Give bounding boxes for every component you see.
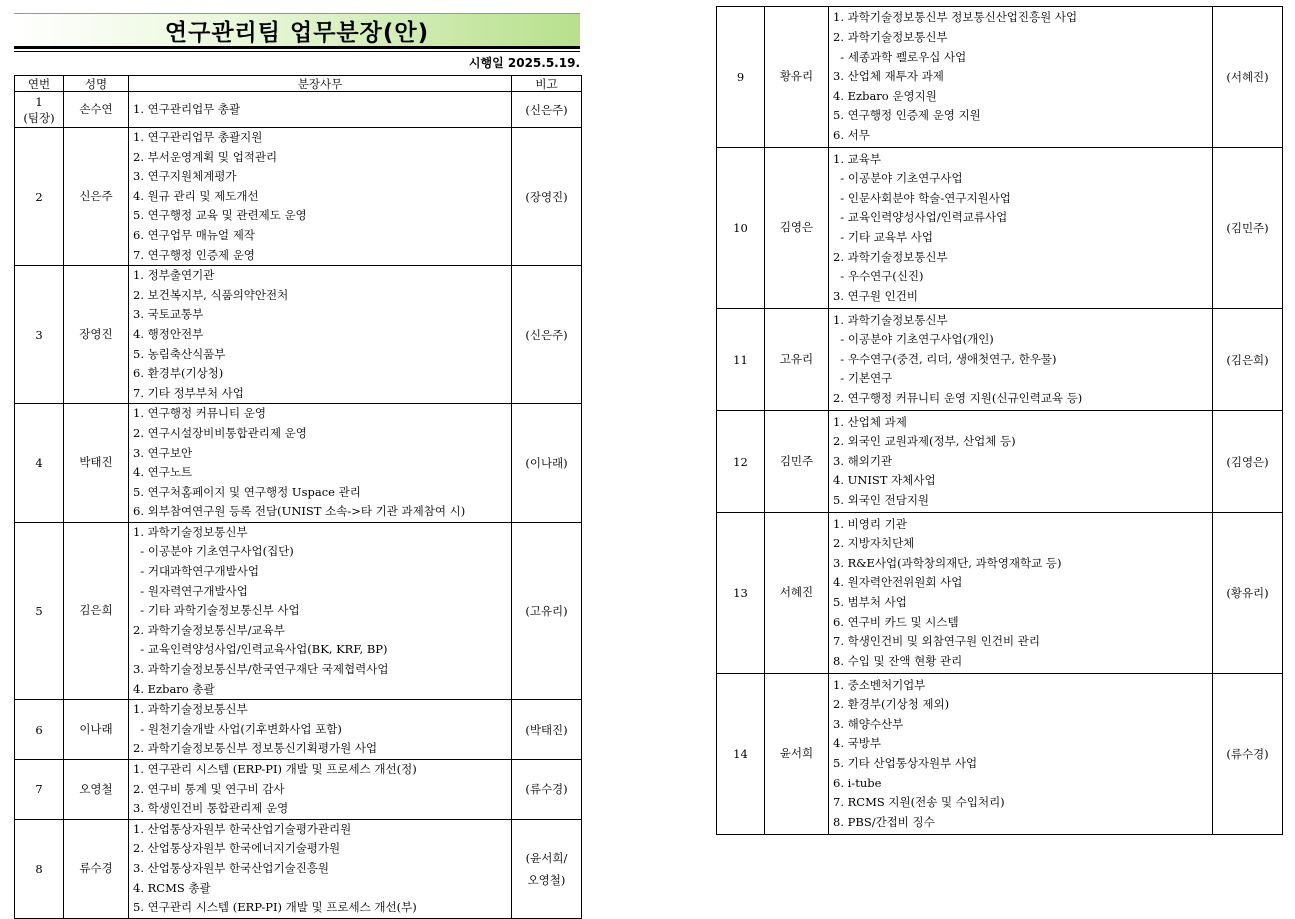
left-table-body [15, 92, 582, 919]
duty-item: 1. 산업체 과제 [833, 414, 907, 429]
duty-item: 5. 연구행정 교육 및 관련제도 운영 [133, 208, 307, 223]
duty-item: 6. 환경부(기상청) [133, 366, 224, 381]
row-number: 8 [15, 819, 64, 918]
backup-note: (장영진) [512, 128, 582, 266]
duty-item: - 우수연구(중견, 리더, 생애첫연구, 한우물) [833, 351, 1057, 366]
row-number: 6 [15, 700, 64, 760]
duty-item: 5. 연구행정 인증제 운영 지원 [833, 108, 981, 123]
backup-note: (박태진) [512, 700, 582, 760]
duties-cell [129, 700, 512, 760]
duty-item: 1. 연구관리업무 총괄지원 [133, 130, 263, 144]
staff-name: 김은희 [64, 522, 129, 699]
table-row [717, 309, 1283, 411]
duties-cell [829, 309, 1213, 411]
document-title: 연구관리팀 업무분장(안) [164, 20, 430, 46]
duty-item: 1. 비영리 기관 [833, 516, 907, 531]
duties-cell [829, 148, 1213, 309]
title-rule [14, 46, 580, 49]
duties-cell [129, 128, 512, 266]
duty-item: 8. PBS/간접비 징수 [833, 814, 935, 829]
duty-item: 6. 외부참여연구원 등록 전담(UNIST 소속->타 기관 과제참여 시) [133, 504, 466, 519]
duty-item: 3. 학생인건비 통합관리제 운영 [133, 801, 289, 816]
duty-item: - 우수연구(신진) [833, 269, 924, 284]
row-number: 4 [15, 404, 64, 523]
row-number: 7 [15, 760, 64, 820]
duty-item: 2. 부서운영계획 및 업적관리 [133, 149, 278, 164]
duty-item: 8. 수입 및 잔액 현황 관리 [833, 653, 963, 668]
row-number: 14 [717, 674, 765, 835]
duty-item: 6. 서무 [833, 127, 870, 142]
duty-item: 7. 기타 정부부처 사업 [133, 385, 244, 400]
duty-item: - 원천기술개발 사업(기후변화사업 포함) [133, 721, 342, 736]
row-number: 13 [717, 513, 765, 674]
duty-item: 3. 국토교통부 [133, 307, 204, 322]
duty-item: 1. 연구관리 시스템 (ERP-PI) 개발 및 프로세스 개선(정) [133, 762, 417, 776]
staff-name: 김영은 [765, 148, 829, 309]
duty-item: 1. 과학기술정보통신부 [133, 702, 248, 717]
duty-item: 3. 과학기술정보통신부/한국연구재단 국제협력사업 [133, 662, 389, 677]
staff-name: 김민주 [765, 411, 829, 513]
duty-item: 4. 원자력안전위원회 사업 [833, 575, 963, 590]
header-name: 성명 [64, 76, 129, 92]
duty-item: 4. 원규 관리 및 제도개선 [133, 188, 259, 203]
duty-item: 3. R&E사업(과학창의재단, 과학영재학교 등) [833, 555, 1062, 570]
duty-item: - 기타 과학기술정보통신부 사업 [133, 603, 300, 618]
duty-item: 2. 과학기술정보통신부/교육부 [133, 622, 285, 637]
effective-date: 시행일 2025.5.19. [468, 56, 580, 70]
backup-note: (신은주) [512, 266, 582, 404]
staff-name: 손수연 [64, 92, 129, 128]
duty-item: 3. 해외기관 [833, 453, 893, 468]
staff-name: 서혜진 [765, 513, 829, 674]
duty-item: 2. 연구시설장비비통합관리제 운영 [133, 425, 307, 440]
duty-item: 2. 과학기술정보통신부 [833, 249, 948, 264]
duties-cell [129, 819, 512, 918]
duty-item: 2. 지방자치단체 [833, 536, 915, 551]
backup-note: (윤서희/ 오영철) [512, 819, 582, 918]
duties-cell [829, 7, 1213, 148]
duty-item: 1. 과학기술정보통신부 [833, 312, 948, 327]
duty-item: 3. 연구지원체계평가 [133, 169, 237, 184]
duties-cell [129, 92, 512, 128]
header-duties: 분장사무 [129, 76, 512, 92]
duties-cell [129, 522, 512, 699]
duty-item: 4. Ezbaro 총괄 [133, 681, 215, 696]
table-row [15, 819, 582, 918]
duty-item: - 기본연구 [833, 371, 893, 386]
duty-item: 3. 해양수산부 [833, 716, 904, 731]
staff-name: 신은주 [64, 128, 129, 266]
duty-item: - 교육인력양성사업/인력교류사업 [833, 210, 1008, 225]
staff-name: 황유리 [765, 7, 829, 148]
backup-note: (고유리) [512, 522, 582, 699]
backup-note: (김민주) [1213, 148, 1283, 309]
duty-item: 4. RCMS 총괄 [133, 880, 211, 895]
duty-item: - 거대과학연구개발사업 [133, 564, 259, 579]
duty-item: 4. 국방부 [833, 736, 881, 751]
duties-cell [829, 513, 1213, 674]
duty-item: - 인문사회분야 학술-연구지원사업 [833, 190, 1011, 205]
duty-item: 5. 범부처 사업 [833, 595, 907, 609]
row-number: 1 (팀장) [15, 92, 64, 128]
row-number: 12 [717, 411, 765, 513]
backup-note: (이나래) [512, 404, 582, 523]
staff-name: 오영철 [64, 760, 129, 820]
title-rule-thin [14, 51, 580, 52]
duty-item: 1. 과학기술정보통신부 정보통신산업진흥원 사업 [833, 10, 1078, 25]
table-row [717, 513, 1283, 674]
duty-item: - 교육인력양성사업/인력교육사업(BK, KRF, BP) [133, 642, 388, 657]
duty-item: 7. 학생인건비 및 외참연구원 인건비 관리 [833, 634, 1040, 649]
table-row [717, 411, 1283, 513]
duties-cell [129, 266, 512, 404]
staff-name: 류수경 [64, 819, 129, 918]
row-number: 2 [15, 128, 64, 266]
duties-cell [129, 404, 512, 523]
duty-item: 5. 외국인 전담지원 [833, 492, 930, 507]
duty-item: 6. i-tube [833, 775, 882, 790]
duty-item: 3. 연구보안 [133, 445, 193, 460]
duties-cell [829, 674, 1213, 835]
backup-note: (김영은) [1213, 411, 1283, 513]
duty-item: - 원자력연구개발사업 [133, 583, 248, 598]
duty-item: 2. 보건복지부, 식품의약안전처 [133, 287, 289, 302]
duty-item: 4. 연구노트 [133, 465, 193, 480]
table-row [717, 7, 1283, 148]
staff-name: 박태진 [64, 404, 129, 523]
duty-item: - 세종과학 펠로우십 사업 [833, 49, 967, 64]
row-number: 11 [717, 309, 765, 411]
staff-name: 윤서희 [765, 674, 829, 835]
duties-cell [129, 760, 512, 820]
table-row [15, 700, 582, 760]
duty-item: - 이공분야 기초연구사업 [833, 171, 963, 186]
duty-item: 1. 연구행정 커뮤니티 운영 [133, 406, 267, 421]
staff-name: 장영진 [64, 266, 129, 404]
table-row [15, 92, 582, 128]
duty-item: - 기타 교육부 사업 [833, 230, 933, 244]
duty-item: 5. 기타 산업통상자원부 사업 [833, 756, 978, 770]
row-number: 10 [717, 148, 765, 309]
table-row [717, 674, 1283, 835]
duty-item: 3. 연구원 인건비 [833, 288, 918, 303]
table-row [15, 760, 582, 820]
table-row [15, 128, 582, 266]
staff-name: 고유리 [765, 309, 829, 411]
duty-item: 1. 중소벤처기업부 [833, 677, 926, 692]
duty-item: 2. 외국인 교원과제(정부, 산업체 등) [833, 434, 1016, 449]
backup-note: (김은희) [1213, 309, 1283, 411]
table-row [15, 266, 582, 404]
duty-item: 2. 과학기술정보통신부 [833, 30, 948, 45]
backup-note: (서혜진) [1213, 7, 1283, 148]
duty-item: 2. 연구행정 커뮤니티 운영 지원(신규인력교육 등) [833, 390, 1083, 405]
duty-item: 3. 산업체 재투자 과제 [833, 69, 944, 84]
title-bar [14, 13, 580, 47]
duty-item: 1. 연구관리업무 총괄 [133, 101, 241, 116]
duty-item: 2. 환경부(기상청 제외) [833, 697, 950, 712]
staff-name: 이나래 [64, 700, 129, 760]
duty-item: 6. 연구비 카드 및 시스템 [833, 614, 959, 629]
row-number: 5 [15, 522, 64, 699]
backup-note: (류수경) [1213, 674, 1283, 835]
duty-item: 5. 연구처홈페이지 및 연구행정 Uspace 관리 [133, 484, 361, 499]
duty-item: 6. 연구업무 매뉴얼 제작 [133, 227, 255, 242]
table-row [15, 404, 582, 523]
duty-item: 3. 산업통상자원부 한국산업기술진흥원 [133, 860, 330, 875]
duty-item: 5. 연구관리 시스템 (ERP-PI) 개발 및 프로세스 개선(부) [133, 900, 417, 915]
table-row [717, 148, 1283, 309]
table-row [15, 522, 582, 699]
duty-item: 4. 행정안전부 [133, 326, 204, 341]
backup-note: (신은주) [512, 92, 582, 128]
duty-item: 1. 과학기술정보통신부 [133, 524, 248, 539]
duty-item: 1. 교육부 [833, 151, 881, 166]
duty-item: - 이공분야 기초연구사업(개인) [833, 332, 994, 347]
row-number: 9 [717, 7, 765, 148]
duties-table-right [716, 6, 1283, 835]
backup-note: (류수경) [512, 760, 582, 820]
duty-item: 2. 연구비 통계 및 연구비 감사 [133, 781, 285, 796]
backup-note: (황유리) [1213, 513, 1283, 674]
duty-item: 7. 연구행정 인증제 운영 [133, 247, 255, 262]
row-number: 3 [15, 266, 64, 404]
duty-item: 1. 정부출연기관 [133, 268, 215, 283]
duties-cell [829, 411, 1213, 513]
duty-item: 1. 산업통상자원부 한국산업기술평가관리원 [133, 821, 352, 836]
header-note: 비고 [512, 76, 582, 92]
header-no: 연번 [15, 76, 64, 92]
duties-table-left [14, 75, 582, 919]
duty-item: 5. 농림축산식품부 [133, 346, 226, 361]
duty-item: 2. 산업통상자원부 한국에너지기술평가원 [133, 841, 341, 856]
duty-item: 4. UNIST 자체사업 [833, 473, 936, 488]
duty-item: 2. 과학기술정보통신부 정보통신기획평가원 사업 [133, 741, 378, 756]
duty-item: 4. Ezbaro 운영지원 [833, 88, 937, 103]
duty-item: - 이공분야 기초연구사업(집단) [133, 544, 294, 559]
right-table-body [717, 7, 1283, 835]
duty-item: 7. RCMS 지원(전송 및 수입처리) [833, 795, 1005, 810]
